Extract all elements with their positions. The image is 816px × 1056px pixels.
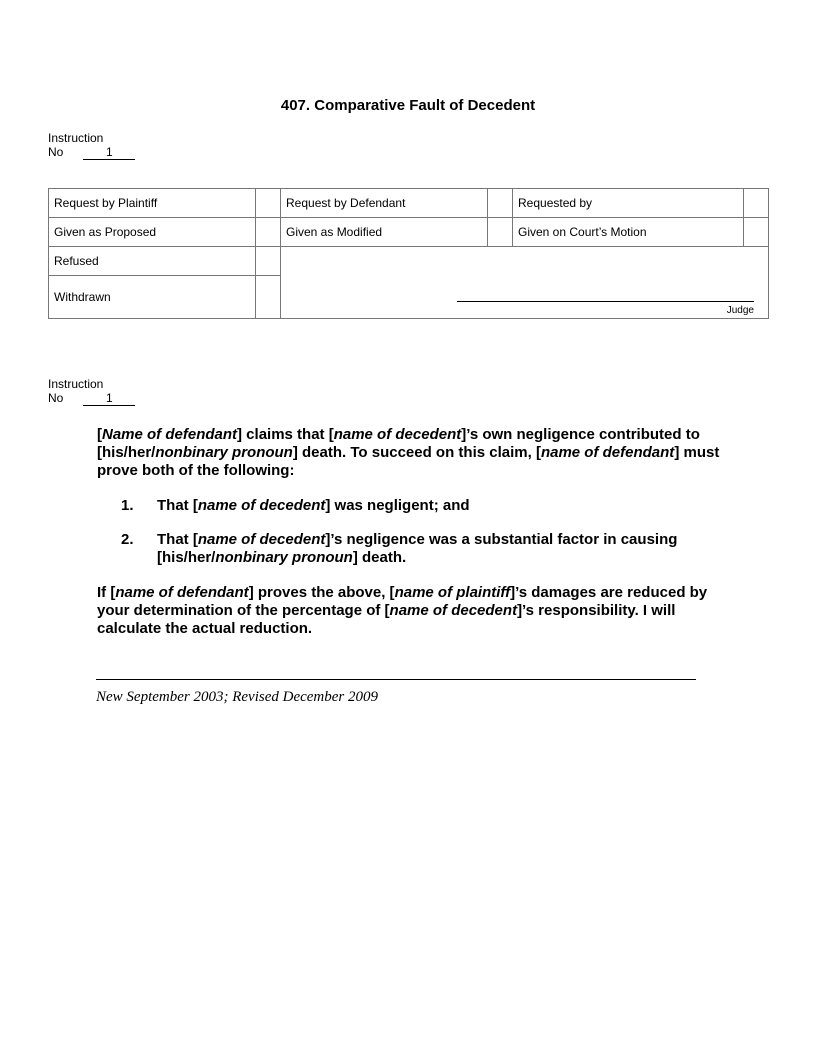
instruction-number-row: [48, 391, 135, 406]
no-label: No: [48, 391, 64, 405]
given-on-courts-motion-box[interactable]: [744, 218, 769, 247]
request-by-defendant-label: Request by Defendant: [281, 189, 488, 218]
instruction-number-row: [48, 145, 135, 160]
instruction-header-bottom: [48, 377, 135, 406]
given-as-modified-box[interactable]: [488, 218, 513, 247]
instruction-paragraph-1: [Name of defendant] claims that [name of decedent]’s own negligence contributed to [his/her/nonbinary pronoun] death. To succeed on this claim, [name of defendant] must prove both of the following:: [97, 426, 720, 479]
list-number: 2.: [121, 531, 134, 548]
instruction-label: Instruction: [48, 131, 104, 145]
instruction-number: 1: [83, 146, 135, 160]
judge-label: Judge: [726, 305, 754, 316]
requested-by-label: Requested by: [513, 189, 744, 218]
given-on-courts-motion-label: Given on Court’s Motion: [513, 218, 744, 247]
instruction-label: Instruction: [48, 377, 104, 391]
judge-signature-line[interactable]: [457, 301, 754, 302]
no-label: No: [48, 145, 64, 159]
instruction-number: 1: [83, 392, 135, 406]
refused-label: Refused: [49, 247, 256, 276]
page-title: 407. Comparative Fault of Decedent: [280, 97, 536, 114]
instruction-paragraph-2: If [name of defendant] proves the above, [name of plaintiff]’s damages are reduced by your determination of the percentage of [name of decedent]’s responsibility. I will calculate the actual reduction.: [97, 584, 708, 637]
list-text: That [name of decedent]’s negligence was a substantial factor in causing [his/her/nonbinary pronoun] death.: [157, 531, 678, 566]
withdrawn-label: Withdrawn: [49, 276, 256, 319]
instruction-header-top: [48, 131, 135, 160]
refused-box[interactable]: [256, 247, 281, 276]
given-as-proposed-box[interactable]: [256, 218, 281, 247]
list-text: That [name of decedent] was negligent; and: [157, 497, 470, 514]
withdrawn-box[interactable]: [256, 276, 281, 319]
request-table: [48, 188, 769, 319]
request-by-plaintiff-label: Request by Plaintiff: [49, 189, 256, 218]
requested-by-box[interactable]: [744, 189, 769, 218]
judge-signature-area: [281, 247, 769, 319]
given-as-modified-label: Given as Modified: [281, 218, 488, 247]
revision-history: New September 2003; Revised December 2009: [96, 689, 378, 705]
request-by-defendant-box[interactable]: [488, 189, 513, 218]
request-by-plaintiff-box[interactable]: [256, 189, 281, 218]
divider: [96, 679, 696, 680]
given-as-proposed-label: Given as Proposed: [49, 218, 256, 247]
list-number: 1.: [121, 497, 134, 514]
